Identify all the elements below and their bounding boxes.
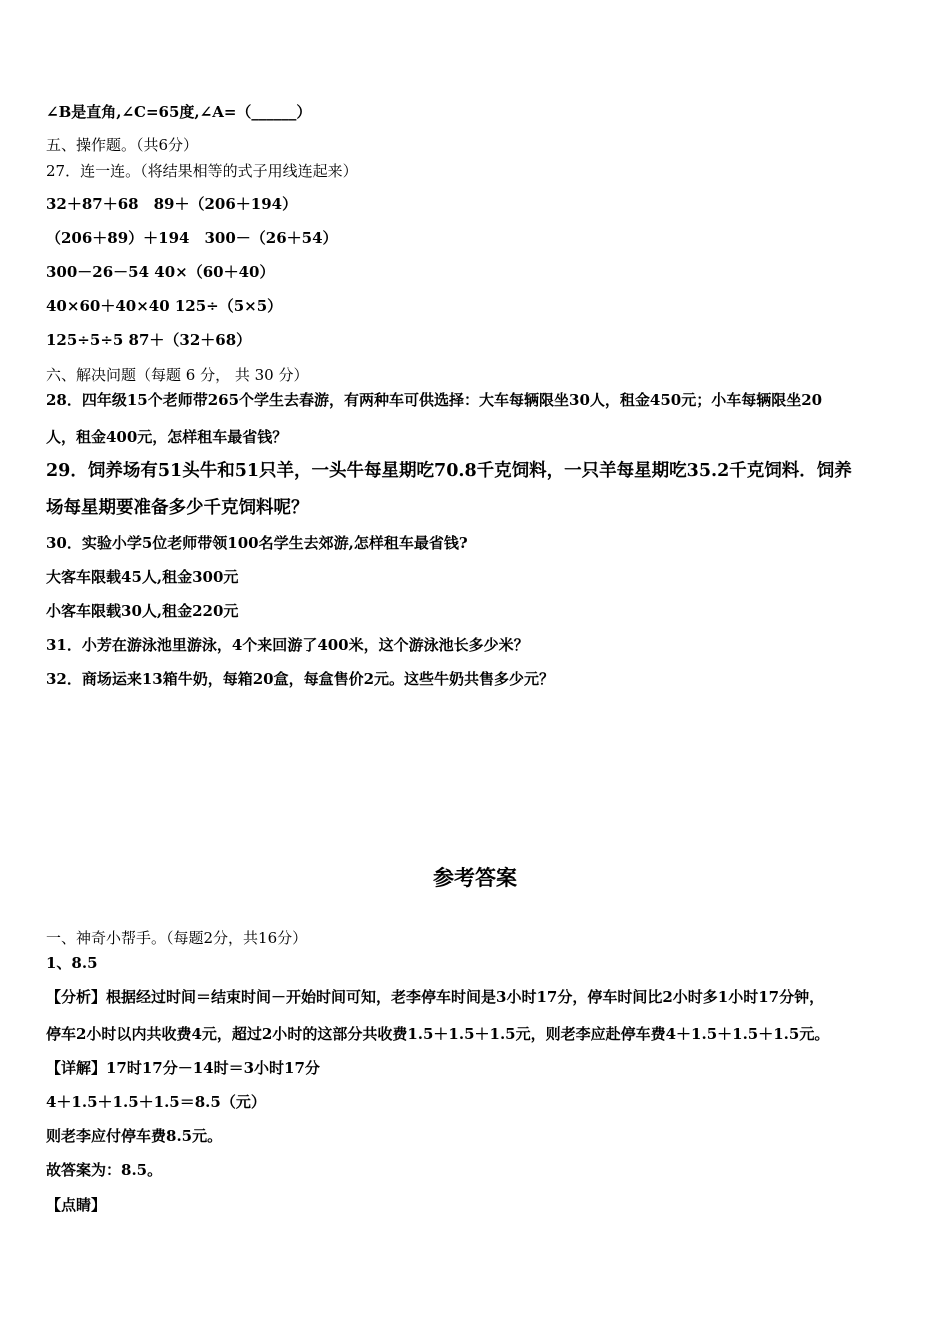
question-29-line-1: 29．饲养场有51头牛和51只羊，一头牛每星期吃70.8千克饲料，一只羊每星期吃35.2千克饲料．饲养 <box>46 461 852 481</box>
angle-question-line: ∠B是直角,∠C=65度,∠A=（______） <box>46 103 312 121</box>
question-32: 32．商场运来13箱牛奶，每箱20盒，每盒售价2元。这些牛奶共售多少元？ <box>46 670 555 688</box>
match-row-4: 40×60＋40×40 125÷（5×5） <box>46 297 283 315</box>
question-30: 30．实验小学5位老师带领100名学生去郊游,怎样租车最省钱? <box>46 534 468 552</box>
section-six-heading: 六、解决问题（每题 6 分， 共 30 分） <box>46 366 309 384</box>
big-bus-info: 大客车限载45人,租金300元 <box>46 568 239 586</box>
match-row-3: 300－26－54 40×（60＋40） <box>46 263 275 281</box>
question-27: 27．连一连。（将结果相等的式子用线连起来） <box>46 162 358 180</box>
detail-line-3: 则老李应付停车费8.5元。 <box>46 1127 223 1145</box>
comment-label: 【点睛】 <box>46 1196 107 1214</box>
section-five-heading: 五、操作题。（共6分） <box>46 136 199 154</box>
question-29-line-2: 场每星期要准备多少千克饲料呢？ <box>46 498 309 518</box>
match-row-2: （206＋89）＋194 300－（26＋54） <box>46 229 338 247</box>
answer-1: 1、8.5 <box>46 954 98 972</box>
small-bus-info: 小客车限载30人,租金220元 <box>46 602 239 620</box>
final-answer: 故答案为：8.5。 <box>46 1161 163 1179</box>
analysis-line-2: 停车2小时以内共收费4元，超过2小时的这部分共收费1.5＋1.5＋1.5元，则老李应赴停车费4＋1.5＋1.5＋1.5元。 <box>46 1025 830 1043</box>
question-28-line-2: 人，租金400元，怎样租车最省钱？ <box>46 428 288 446</box>
question-28-line-1: 28．四年级15个老师带265个学生去春游，有两种车可供选择：大车每辆限坐30人，租金450元；小车每辆限坐20 <box>46 391 823 409</box>
detail-line-2: 4＋1.5＋1.5＋1.5＝8.5（元） <box>46 1093 266 1111</box>
answers-title: 参考答案 <box>433 865 517 890</box>
analysis-line-1: 【分析】根据经过时间＝结束时间－开始时间可知，老李停车时间是3小时17分，停车时间比2小时多1小时17分钟， <box>46 988 825 1006</box>
match-row-5: 125÷5÷5 87＋（32＋68） <box>46 331 252 349</box>
question-31: 31．小芳在游泳池里游泳，4个来回游了400米，这个游泳池长多少米？ <box>46 636 529 654</box>
match-row-1: 32＋87＋68 89＋（206＋194） <box>46 195 298 213</box>
answers-section-one-heading: 一、神奇小帮手。（每题2分，共16分） <box>46 929 308 947</box>
detail-line-1: 【详解】17时17分－14时＝3小时17分 <box>46 1059 320 1077</box>
